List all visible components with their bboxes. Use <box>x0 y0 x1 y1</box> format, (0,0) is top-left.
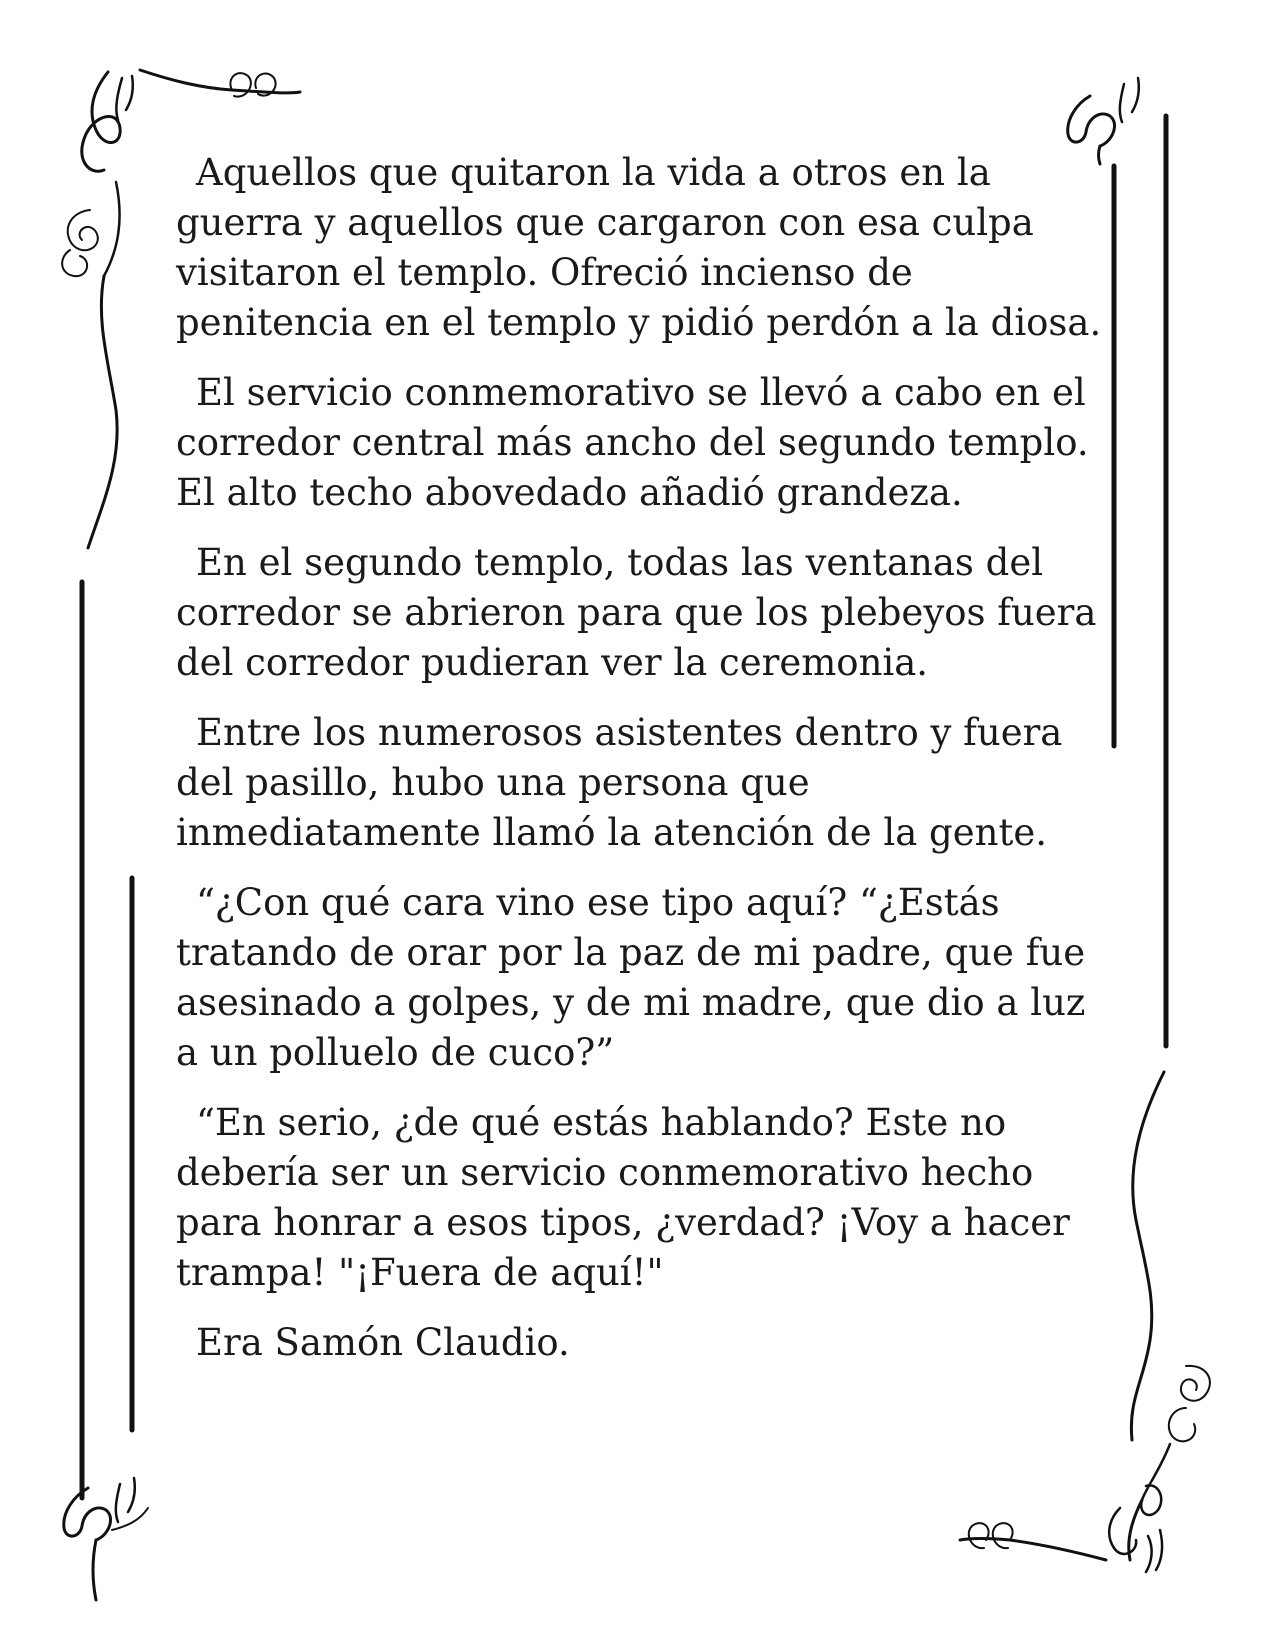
body-text <box>176 148 1106 1388</box>
flourish-bottom-right <box>960 1366 1210 1572</box>
paragraph-6: “En serio, ¿de qué estás hablando? Este no debería ser un servicio conmemorativo hecho para honrar a esos tipos, ¿verdad? ¡Voy a hacer trampa! "¡Fuera de aquí!" <box>176 1101 1070 1294</box>
right-swash <box>1131 1072 1164 1440</box>
paragraph-7: Era Samón Claudio. <box>196 1321 570 1364</box>
paragraph-1: Aquellos que quitaron la vida a otros en la guerra y aquellos que cargaron con esa culpa visitaron el templo. Ofreció incienso de penitencia en el templo y pidió perdón a la diosa. <box>176 151 1102 344</box>
paragraph-5: “¿Con qué cara vino ese tipo aquí? “¿Estás tratando de orar por la paz de mi padre, que fue asesinado a golpes, y de mi madre, que dio a luz a un polluelo de cuco?” <box>176 881 1086 1074</box>
flourish-bottom-left <box>64 1478 148 1600</box>
paragraph-3: En el segundo templo, todas las ventanas del corredor se abrieron para que los plebeyos fuera del corredor pudieran ver la ceremonia. <box>176 541 1097 684</box>
paragraph-4: Entre los numerosos asistentes dentro y fuera del pasillo, hubo una persona que inmediatamente llamó la atención de la gente. <box>176 711 1063 854</box>
paragraph-2: El servicio conmemorativo se llevó a cabo en el corredor central más ancho del segundo templo. El alto techo abovedado añadió grandeza. <box>176 371 1089 514</box>
